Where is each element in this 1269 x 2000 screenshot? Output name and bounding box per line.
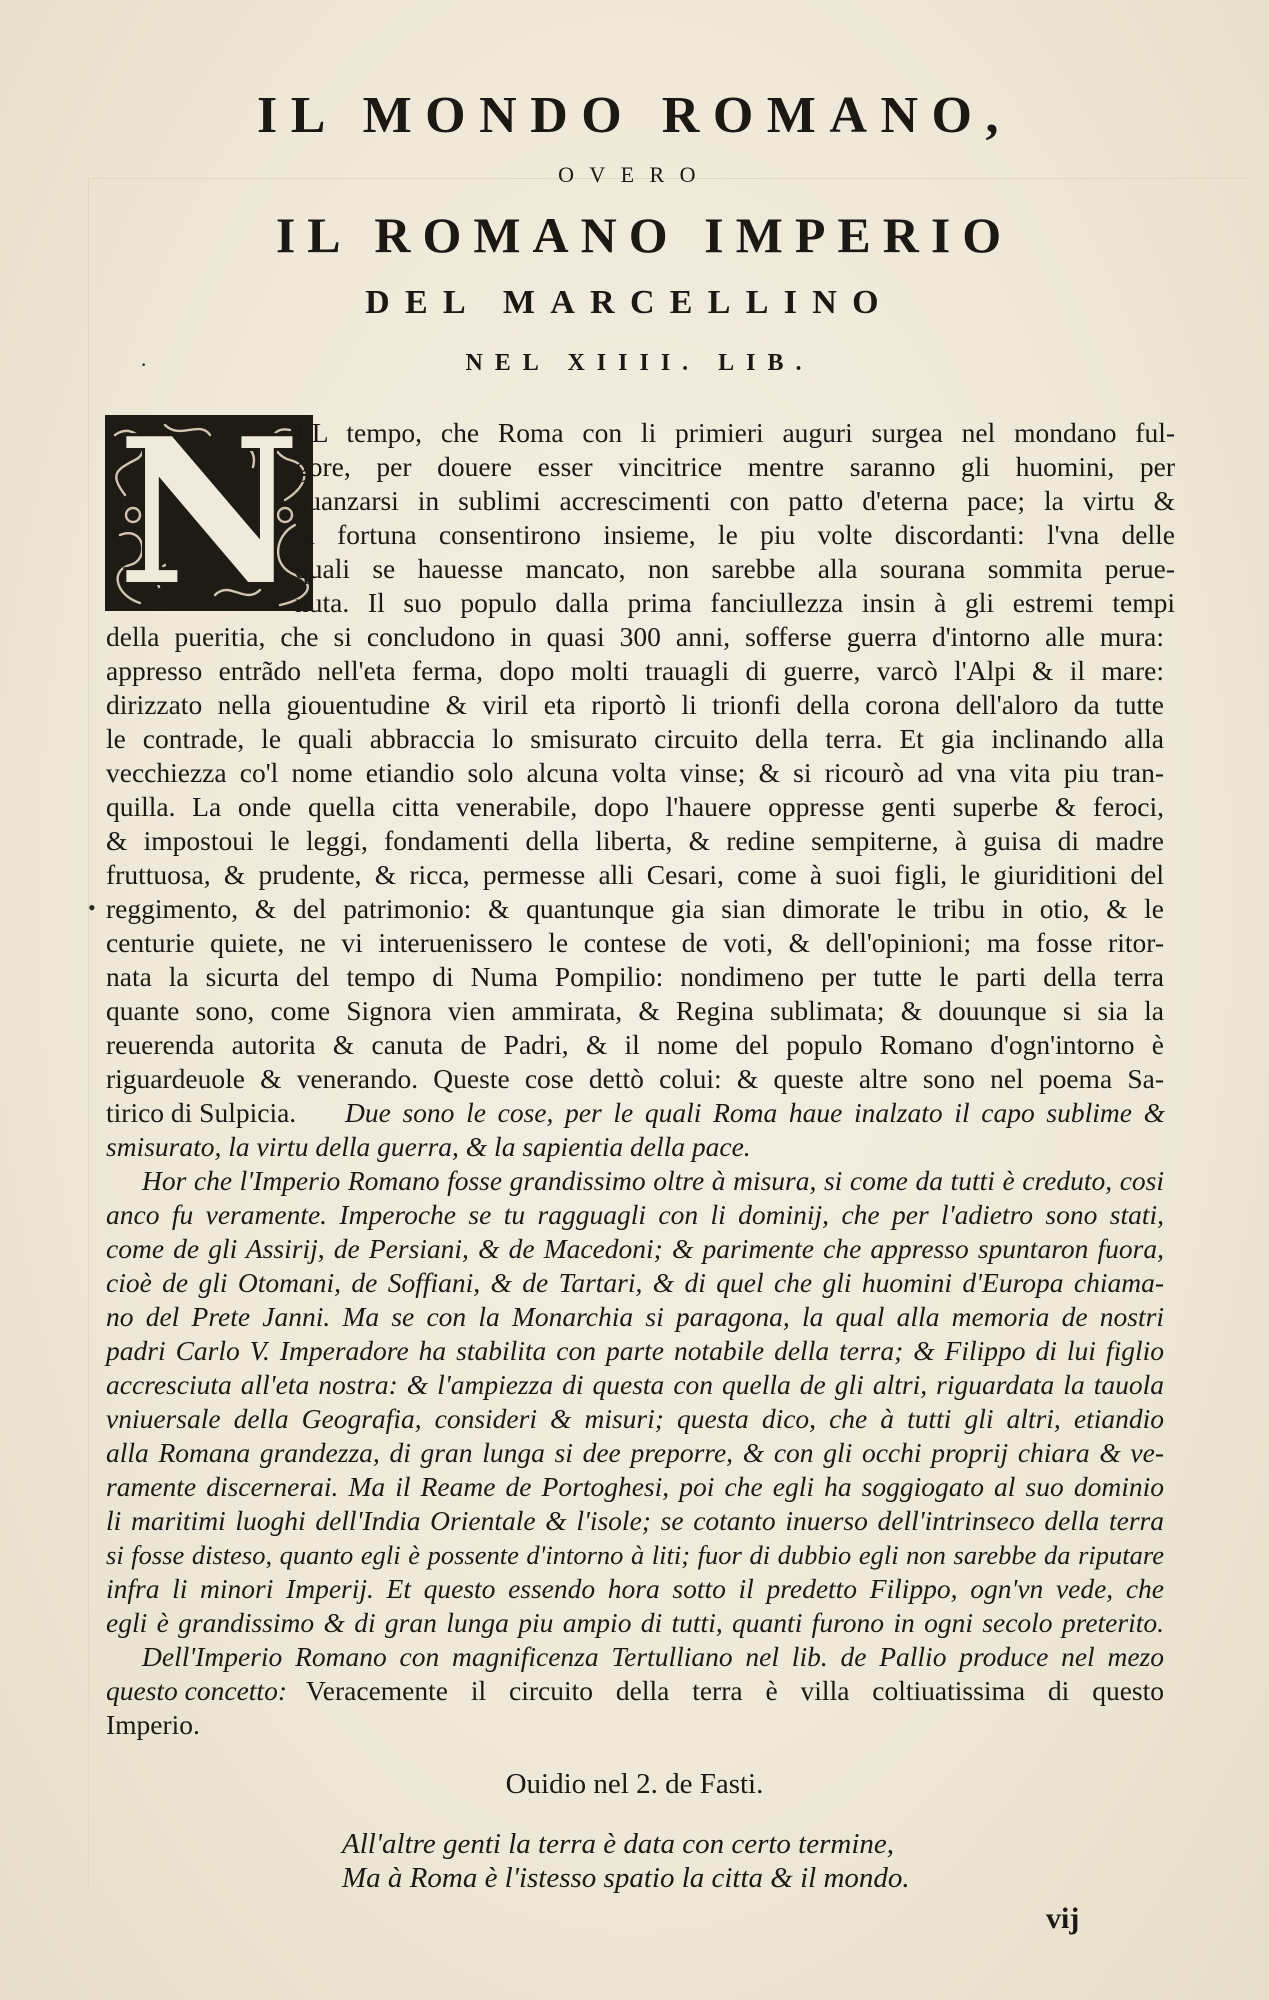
text-line-italic: accresciuta all'eta nostra: & l'ampiezza di questa con quella de gli altri, riguardata la tauola [106,1369,1164,1400]
text-line-italic: ramente discernerai. Ma il Reame de Portoghesi, poi che egli ha soggiogato al suo dominio [106,1471,1164,1502]
text-line: quali se hauesse mancato, non sarebbe alla sourana sommita perue- [295,553,1175,584]
text-line-italic: egli è grandissimo & di gran lunga piu ampio di tutti, quanti furono in ogni secolo preterito. [106,1607,1164,1638]
text-line: vecchiezza co'l nome etiandio solo alcuna volta vinse; & si ricourò ad vna vita piu tran- [106,757,1164,788]
text-line-italic: infra li minori Imperij. Et questo essendo hora sotto il predetto Filippo, ogn'vn vede, che [106,1573,1164,1604]
text-line: & impostoui le leggi, fondamenti della liberta, & redine sempiterne, à guisa di madre [106,825,1164,856]
text-line-italic: li maritimi luoghi dell'India Orientale & l'isole; se cotanto inuerso dell'intrinseco della terra [106,1505,1164,1536]
page-number: vij [1046,1902,1080,1935]
text-line-italic: Dell'Imperio Romano con magnificenza Tertulliano nel lib. de Pallio produce nel mezo [142,1641,1164,1672]
ink-speck: · [140,352,148,377]
text-line: appresso entrãdo nell'eta ferma, dopo molti trauagli di guerre, varcò l'Alpi & il mare: [106,655,1164,686]
text-line: tirico di Sulpicia. [106,1097,297,1128]
title-line-3: IL ROMANO IMPERIO [275,207,1014,263]
title-line-4: DEL MARCELLINO [365,284,894,321]
text-line-italic: Hor che l'Imperio Romano fosse grandissimo oltre à misura, si come da tutti è creduto, cosi [142,1165,1164,1196]
text-line: auanzarsi in sublimi accrescimenti con patto d'eterna pace; la virtu & [295,485,1175,516]
text-line-italic: alla Romana grandezza, di gran lunga si dee preporre, & con gli occhi proprij chiara & ve- [106,1437,1164,1468]
text-line-italic: smisurato, la virtu della guerra, & la sapientia della pace. [106,1131,751,1162]
text-line: quilla. La onde quella citta venerabile, dopo l'hauere oppresse genti superbe & feroci, [106,791,1164,822]
text-line: dirizzato nella giouentudine & viril eta riportò li trionfi della corona dell'aloro da tutte [106,689,1164,720]
text-line: EL tempo, che Roma con li primieri auguri surgea nel mondano ful- [295,417,1175,448]
text-line-italic: si fosse disteso, quanto egli è possente d'intorno à liti; fuor di dubbio egli non sarebbe da riputare [106,1540,1164,1570]
decorated-initial [105,415,313,611]
text-line: riguardeuole & venerando. Queste cose dettò colui: & queste altre sono nel poema Sa- [106,1063,1164,1094]
text-line: gore, per douere esser vincitrice mentre saranno gli huomini, per [295,451,1175,482]
title-line-1: IL MONDO ROMANO, [256,87,1013,144]
text-line-italic: come de gli Assirij, de Persiani, & de Macedoni; & parimente che appresso spuntaron fuora, [106,1233,1164,1264]
text-line: Imperio. [106,1709,200,1740]
text-line-italic: no del Prete Janni. Ma se con la Monarchia si paragona, la qual alla memoria de nostri [106,1301,1164,1332]
text-line-italic: questo concetto: [106,1675,287,1706]
text-line-italic: cioè de gli Otomani, de Soffiani, & de Tartari, & di quel che gli huomini d'Europa chiama- [106,1267,1164,1298]
verse-line: All'altre genti la terra è data con certo termine, [342,1828,894,1860]
ovid-heading: Ouidio nel 2. de Fasti. [505,1768,764,1800]
text-line: quante sono, come Signora vien ammirata, & Regina sublimata; & douunque si sia la [106,995,1164,1026]
title-line-5: NEL XIIII. LIB. [465,350,814,376]
text-line: nuta. Il suo populo dalla prima fanciullezza insin à gli estremi tempi [295,587,1175,618]
verse-line: Ma à Roma è l'istesso spatio la citta & il mondo. [342,1862,910,1894]
text-line-italic: vniuersale della Geografia, consideri & misuri; questa dico, che à tutti gli altri, etiandio [106,1403,1164,1434]
text-line: la fortuna consentirono insieme, le piu volte discordanti: l'vna delle [295,519,1175,550]
text-line-italic: Due sono le cose, per le quali Roma haue inalzato il capo sublime & [345,1097,1165,1128]
text-line: nata la sicurta del tempo di Numa Pompilio: nondimeno per tutte le parti della terra [106,961,1164,992]
ink-speck: • [88,895,96,920]
title-line-2: OVERO [558,162,711,187]
text-line: reggimento, & del patrimonio: & quantunque gia sian dimorate le tribu in otio, & le [106,893,1164,924]
text-line: Veracemente il circuito della terra è villa coltiuatissima di questo [306,1675,1164,1706]
drop-cap-letter: N [117,415,301,611]
text-line-italic: anco fu veramente. Imperoche se tu ragguagli con li dominij, che per l'adietro sono stati, [106,1199,1164,1230]
text-line: centurie quiete, ne vi interuenissero le contese de voti, & dell'opinioni; ma fosse ritor- [106,927,1164,958]
text-line-italic: padri Carlo V. Imperadore ha stabilita con parte notabile della terra; & Filippo di lui figlio [106,1335,1164,1366]
text-line: fruttuosa, & prudente, & ricca, permesse alli Cesari, come à suoi figli, le giuriditioni del [106,859,1164,890]
text-line: reuerenda autorita & canuta de Padri, & il nome del populo Romano d'ogn'intorno è [106,1029,1164,1060]
text-line: le contrade, le quali abbraccia lo smisurato circuito della terra. Et gia inclinando alla [106,723,1164,754]
text-line: della pueritia, che si concludono in quasi 300 anni, sofferse guerra d'intorno alle mura: [106,621,1164,652]
